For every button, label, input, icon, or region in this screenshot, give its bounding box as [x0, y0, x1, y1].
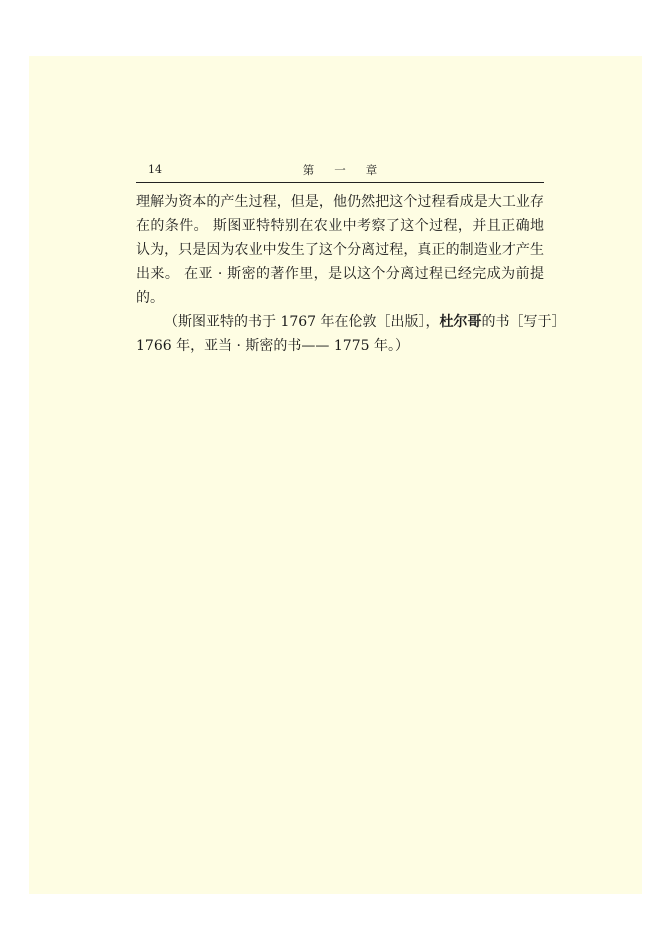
paragraph-line: 在的条件。 斯图亚特特别在农业中考察了这个过程，并且正确地 — [136, 218, 544, 234]
paragraph-line: 的。 — [136, 290, 164, 306]
paragraph-line: 理解为资本的产生过程，但是，他仍然把这个过程看成是大工业存 — [136, 194, 544, 210]
paragraph-line: 1766 年，亚当 · 斯密的书—— 1775 年。） — [136, 338, 409, 354]
author-name: 杜尔哥 — [439, 314, 482, 330]
note-text: （斯图亚特的书于 1767 年在伦敦［出版］， — [164, 314, 440, 330]
page-number: 14 — [148, 163, 162, 176]
note-text: 的书［写于］ — [481, 314, 566, 330]
paragraph-line: 认为，只是因为农业中发生了这个分离过程，真正的制造业才产生 — [136, 242, 544, 258]
paragraph-line: 出来。 在亚 · 斯密的著作里，是以这个分离过程已经完成为前提 — [136, 266, 544, 282]
body-text — [136, 190, 566, 358]
running-header — [136, 160, 544, 183]
chapter-title: 第一章 — [302, 163, 398, 177]
paragraph-line — [136, 310, 566, 334]
